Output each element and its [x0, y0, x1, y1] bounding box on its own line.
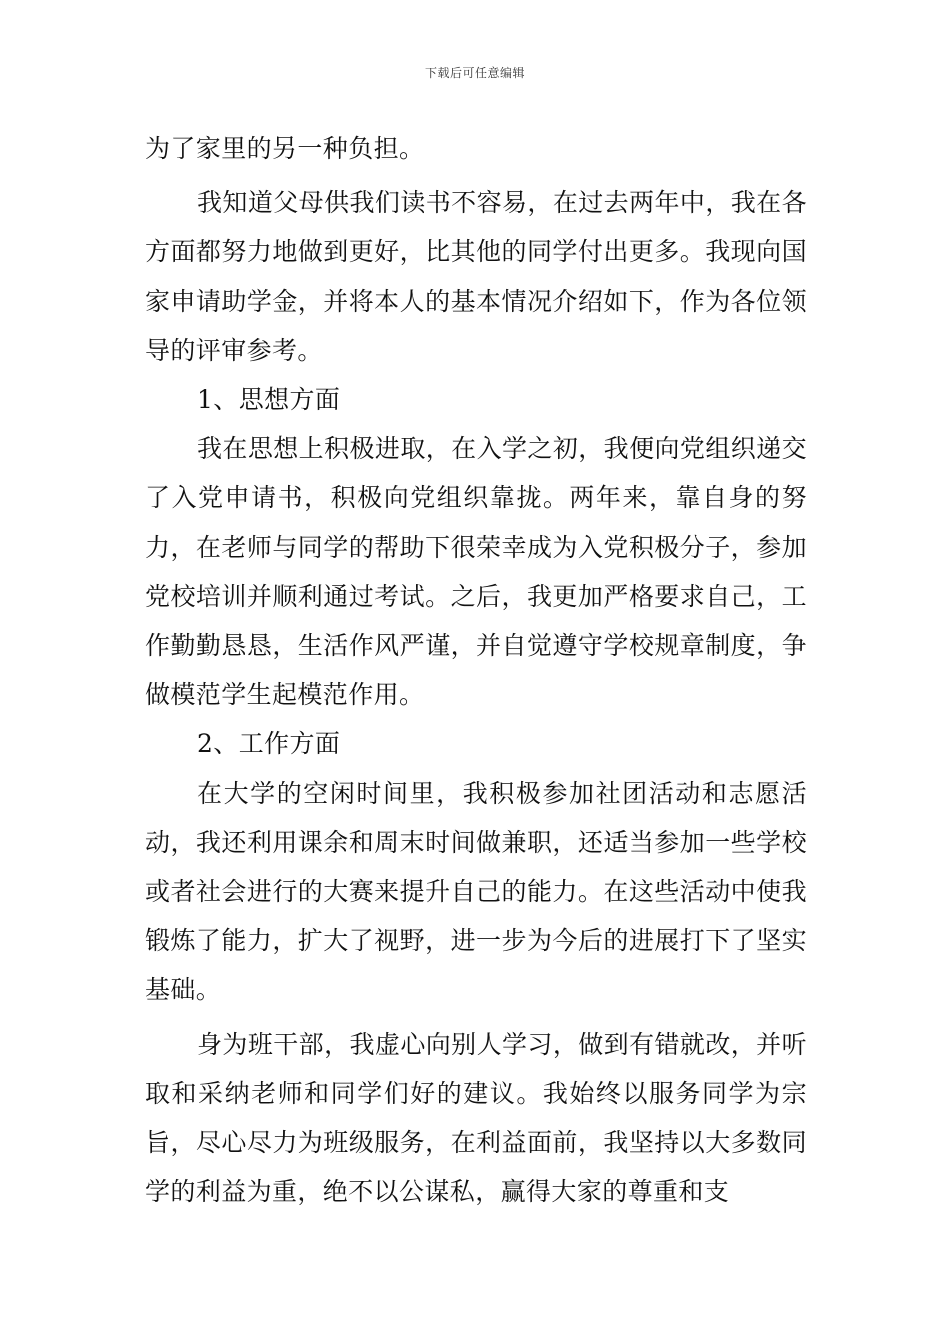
section-heading-ideology: 1、思想方面: [197, 385, 341, 415]
paragraph-class-cadre: 身为班干部，我虚心向别人学习，做到有错就改，并听取和采纳老师和同学们好的建议。我始终以服务同学为宗旨，尽心尽力为班级服务，在利益面前，我坚持以大多数同学的利益为重，绝不以公谋私，赢得大家的尊重和支: [145, 1029, 807, 1207]
section-heading-work: 2、工作方面: [197, 729, 341, 759]
document-body: [145, 124, 807, 1216]
paragraph-work: 在大学的空闲时间里，我积极参加社团活动和志愿活动，我还利用课余和周末时间做兼职，还适当参加一些学校或者社会进行的大赛来提升自己的能力。在这些活动中使我锻炼了能力，扩大了视野，进一步为今后的进展打下了坚实基础。: [145, 778, 807, 1005]
paragraph-intro: 我知道父母供我们读书不容易，在过去两年中，我在各方面都努力地做到更好，比其他的同学付出更多。我现向国家申请助学金，并将本人的基本情况介绍如下，作为各位领导的评审参考。: [145, 188, 807, 365]
paragraph-ideology: 我在思想上积极进取，在入学之初，我便向党组织递交了入党申请书，积极向党组织靠拢。两年来，靠自身的努力，在老师与同学的帮助下很荣幸成为入党积极分子，参加党校培训并顺利通过考试。之后，我更加严格要求自己，工作勤勤恳恳，生活作风严谨，并自觉遵守学校规章制度，争做模范学生起模范作用。: [145, 434, 807, 710]
paragraph-continuation: 为了家里的另一种负担。: [145, 134, 425, 163]
page-header: 下载后可任意编辑: [424, 66, 525, 80]
